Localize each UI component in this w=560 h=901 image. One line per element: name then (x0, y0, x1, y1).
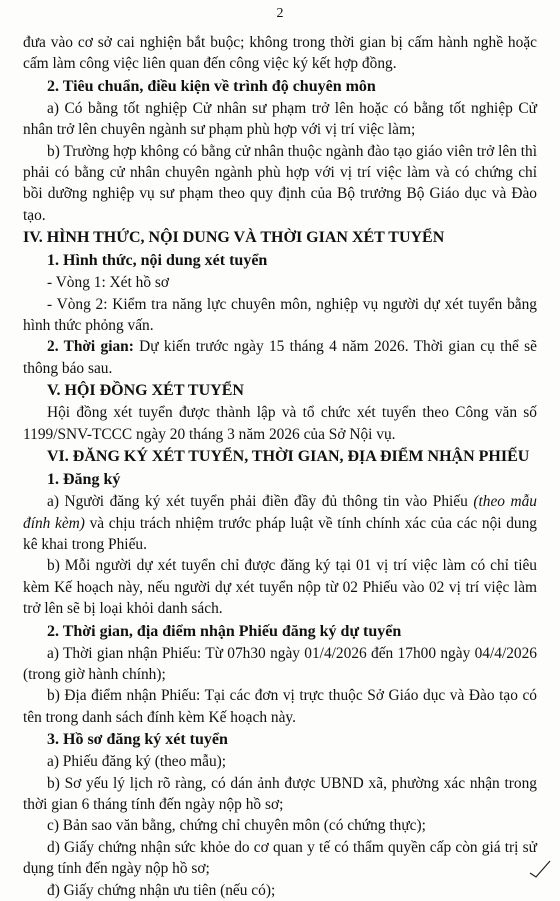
time-label: 2. Thời gian: (47, 338, 134, 356)
signature-check-mark (528, 859, 552, 879)
italic-text-run: (theo mẫu đính kèm) (23, 493, 537, 532)
chapter-heading: V. HỘI ĐỒNG XÉT TUYỂN (47, 382, 244, 400)
paragraph (23, 336, 537, 379)
chapter-heading: IV. HÌNH THỨC, NỘI DUNG VÀ THỜI GIAN XÉT TUYỂN (23, 229, 445, 247)
paragraph: b) Trường hợp không có bằng cử nhân thuộc ngành đào tạo giáo viên trở lên thì phải có bằng cử nhân chuyên ngành phù hợp với vị trí việc làm và có chứng chỉ bồi dưỡng nghiệp vụ sư phạm theo quy định của Bộ trưởng Bộ Giáo dục và Đào tạo. (23, 142, 537, 224)
chapter-heading: VI. ĐĂNG KÝ XÉT TUYỂN, THỜI GIAN, ĐỊA ĐIỂM NHẬN PHIẾU (47, 448, 530, 466)
time-text: Dự kiến trước ngày 15 tháng 4 năm 2026. Thời gian cụ thể sẽ thông báo sau. (23, 338, 537, 377)
list-item: - Vòng 1: Xét hồ sơ (47, 274, 169, 292)
list-item: a) Phiếu đăng ký (theo mẫu); (47, 753, 227, 771)
list-item: d) Giấy chứng nhận sức khỏe do cơ quan y tế có thẩm quyền cấp còn giá trị sử dụng tính đến ngày nộp hồ sơ; (23, 838, 537, 878)
list-item: b) Sơ yếu lý lịch rõ ràng, có dán ảnh được UBND xã, phường xác nhận trong thời gian 6 tháng tính đến ngày nộp hồ sơ; (23, 774, 537, 813)
text-run: và chịu trách nhiệm trước pháp luật về tính chính xác của các nội dung kê khai trong Phiếu. (23, 514, 537, 553)
paragraph: Hội đồng xét tuyển được thành lập và tổ chức xét tuyển theo Công văn số 1199/SNV-TCCC ngày 20 tháng 3 năm 2026 của Sở Nội vụ. (23, 404, 537, 443)
paragraph: b) Địa điểm nhận Phiếu: Tại các đơn vị trực thuộc Sở Giáo dục và Đào tạo có tên trong danh sách đính kèm Kế hoạch này. (23, 687, 537, 726)
text-run: a) Người đăng ký xét tuyển phải điền đầy đủ thông tin vào Phiếu (47, 493, 474, 511)
list-item: c) Bản sao văn bằng, chứng chỉ chuyên môn (có chứng thực); (47, 817, 426, 835)
page-number: 2 (276, 6, 284, 21)
paragraph (23, 491, 537, 555)
list-item: - Vòng 2: Kiểm tra năng lực chuyên môn, nghiệp vụ người dự xét tuyển bằng hình thức phỏng vấn. (23, 295, 537, 335)
paragraph: đưa vào cơ sở cai nghiện bắt buộc; không trong thời gian bị cấm hành nghề hoặc cấm làm công việc liên quan đến công việc ký kết hợp đồng. (23, 34, 537, 73)
list-item: đ) Giấy chứng nhận ưu tiên (nếu có); (47, 881, 276, 899)
section-heading: 1. Hình thức, nội dung xét tuyển (47, 252, 268, 270)
paragraph: a) Có bằng tốt nghiệp Cử nhân sư phạm trở lên hoặc có bằng tốt nghiệp Cử nhân trở lên chuyên ngành sư phạm phù hợp với vị trí việc làm; (23, 99, 537, 139)
paragraph: b) Mỗi người dự xét tuyển chỉ được đăng ký tại 01 vị trí việc làm có chỉ tiêu kèm Kế hoạch này, nếu người dự xét tuyển nộp từ 02 Phiếu vào 02 vị trí việc làm trở lên sẽ bị loại khỏi danh sách. (23, 557, 537, 618)
section-heading: 2. Tiêu chuẩn, điều kiện về trình độ chuyên môn (47, 77, 376, 95)
section-heading: 3. Hồ sơ đăng ký xét tuyển (47, 731, 228, 749)
section-heading: 1. Đăng ký (47, 471, 121, 489)
paragraph: a) Thời gian nhận Phiếu: Từ 07h30 ngày 01/4/2026 đến 17h00 ngày 04/4/2026 (trong giờ hành chính); (23, 644, 537, 683)
section-heading: 2. Thời gian, địa điểm nhận Phiếu đăng ký dự tuyển (47, 622, 402, 640)
